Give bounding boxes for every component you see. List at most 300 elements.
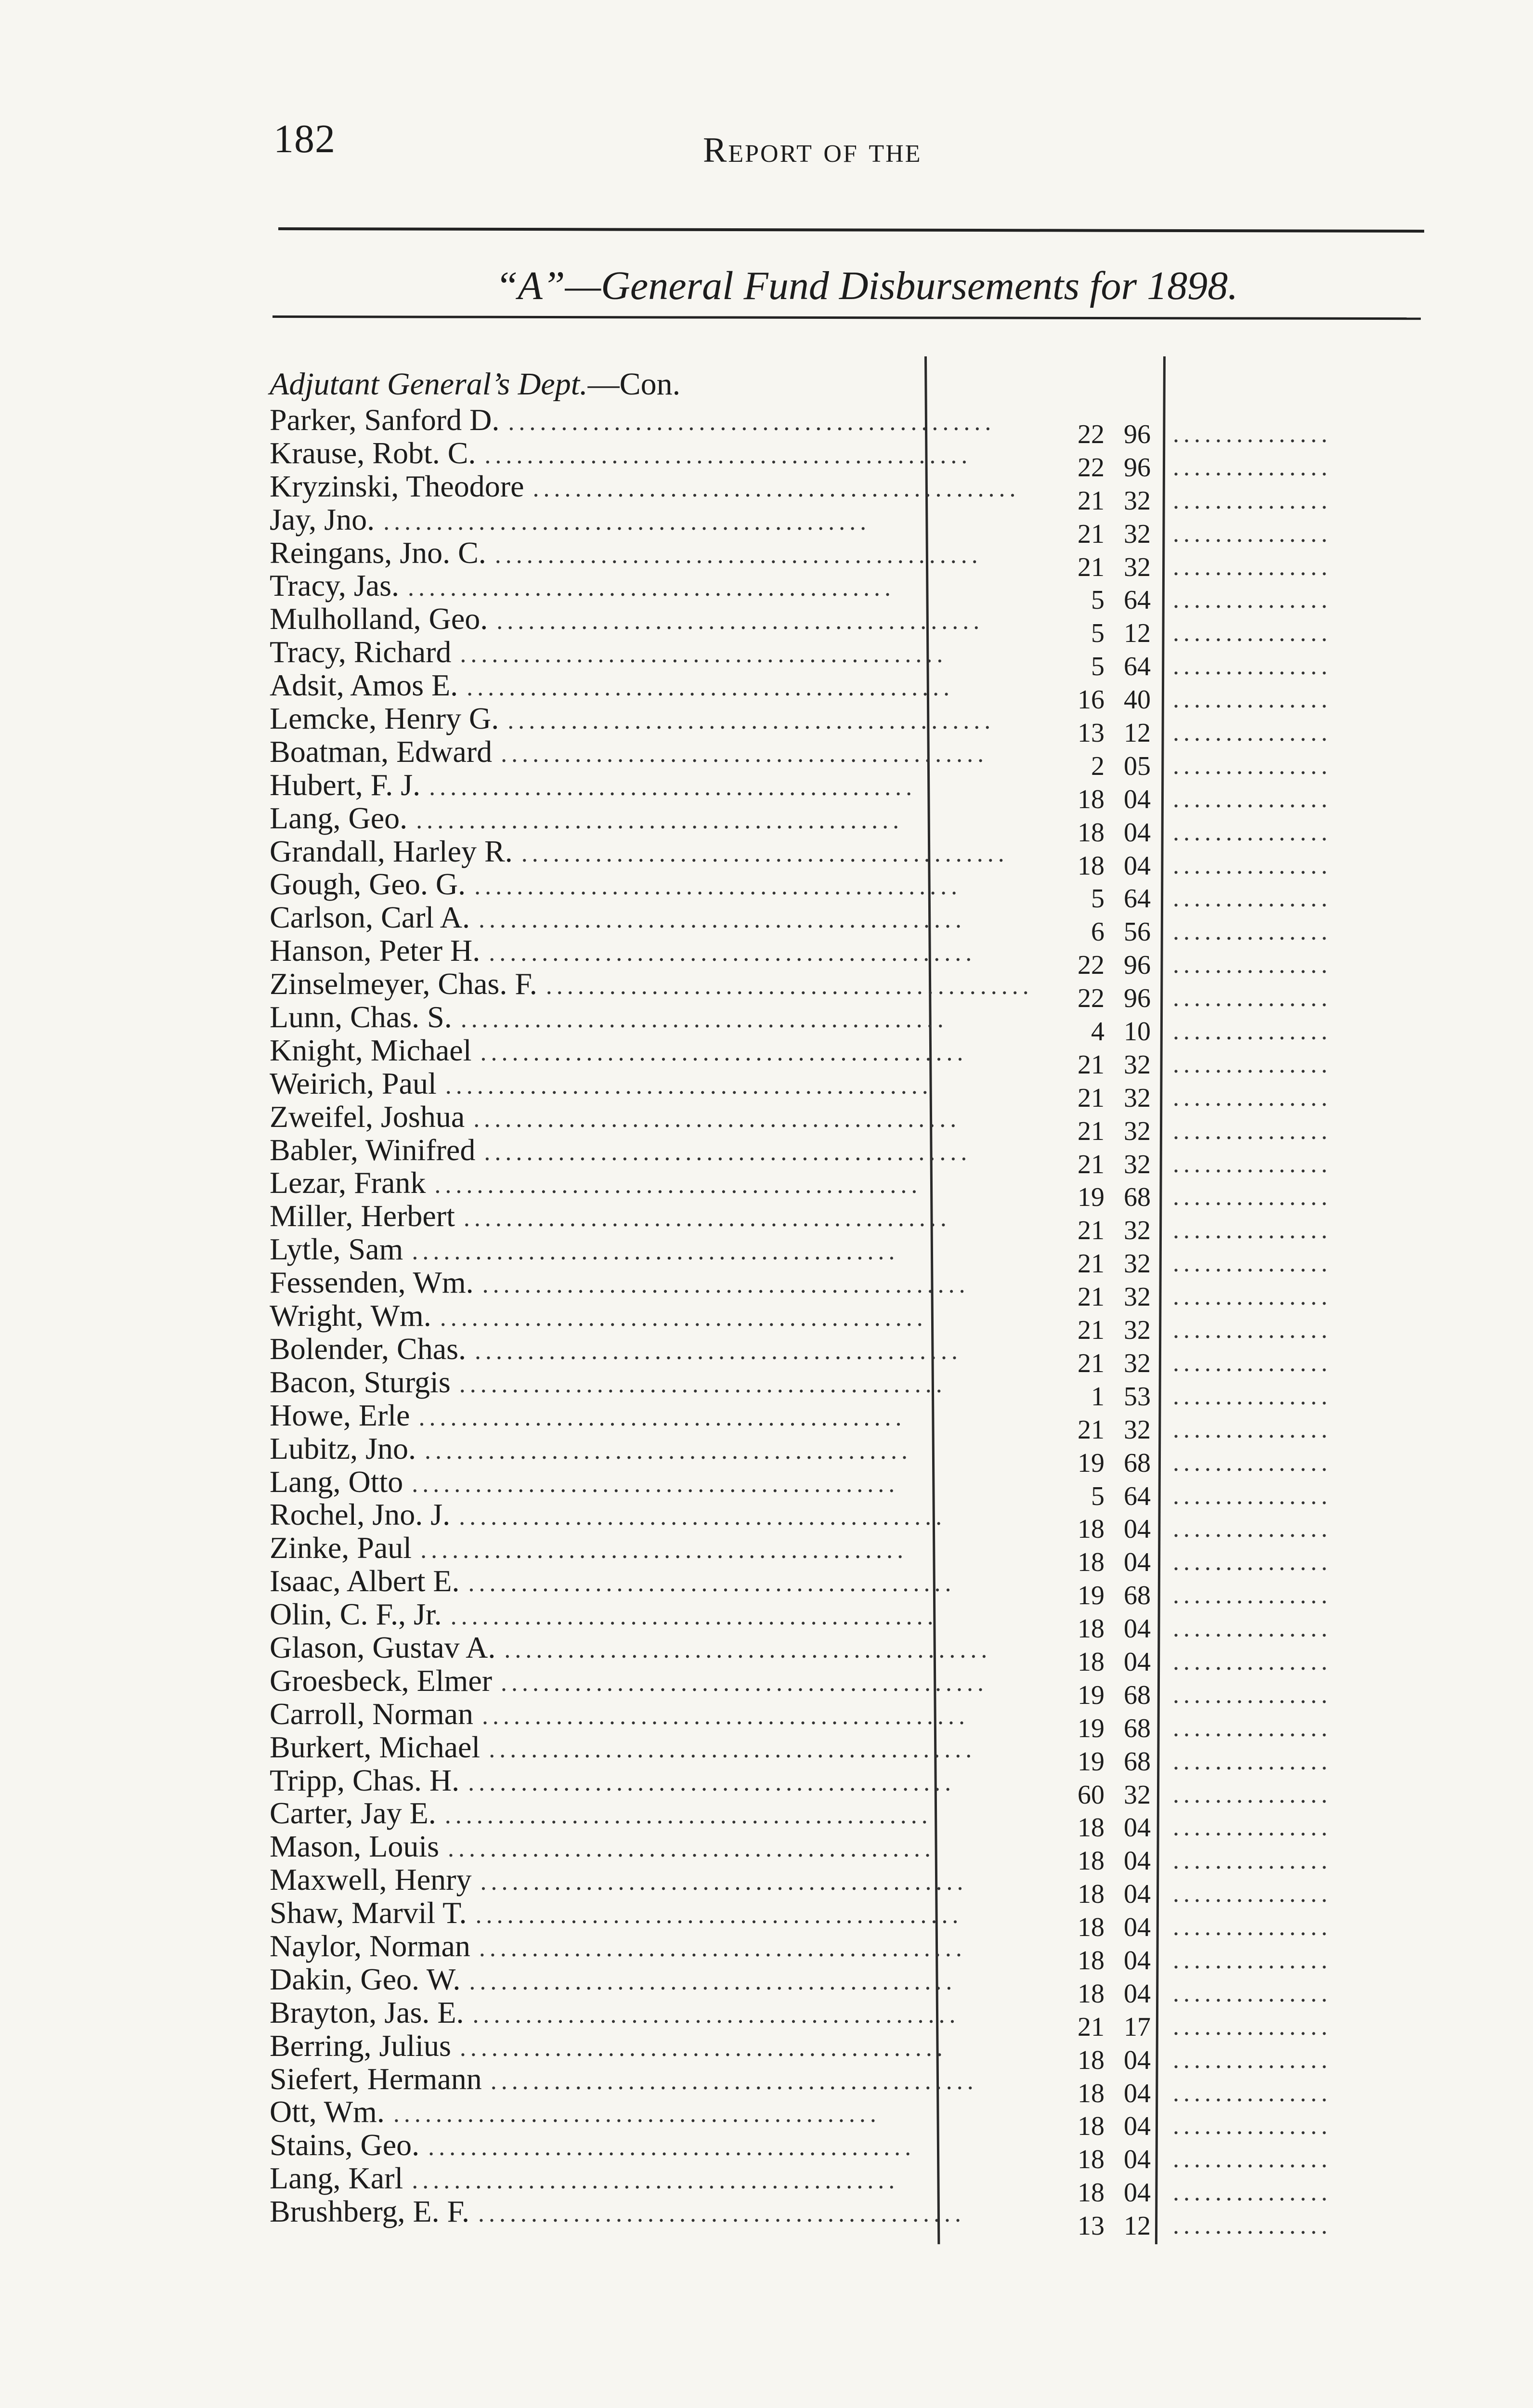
amount-cents: 04 — [1124, 1879, 1151, 1910]
amount-cell — [1006, 1546, 1151, 1579]
table-row — [270, 1199, 951, 1233]
table-row — [270, 2162, 924, 2195]
dot-leader: .............................................. — [445, 1072, 933, 1099]
dot-leader: .............................................. — [459, 1503, 947, 1531]
payee-name: Carroll, Norman — [270, 1696, 473, 1731]
table-row — [270, 2061, 978, 2096]
dot-leader: .............................................. — [501, 740, 988, 768]
amount-cell — [1006, 750, 1151, 783]
dot-leader: .............................................. — [424, 1437, 912, 1465]
amount-cell — [1006, 717, 1151, 750]
payee-name: Naylor, Norman — [270, 1928, 470, 1963]
total-cell-leader: ............... — [1173, 1050, 1332, 1078]
amount-cell — [1006, 816, 1151, 850]
table-row — [270, 435, 972, 470]
amount-cell — [1006, 1480, 1151, 1513]
dot-leader: .............................................. — [507, 707, 995, 735]
payee-name: Boatman, Edward — [270, 734, 493, 769]
amount-cell — [1006, 982, 1151, 1015]
dot-leader: .............................................. — [412, 1238, 899, 1266]
amount-cents: 32 — [1124, 1116, 1151, 1146]
amount-dollars: 21 — [1078, 552, 1104, 582]
amount-dollars: 22 — [1078, 950, 1104, 981]
amount-dollars: 5 — [1091, 652, 1104, 682]
payee-name: Reingans, Jno. C. — [270, 535, 486, 570]
table-row — [270, 867, 962, 902]
running-head: Report of the — [703, 131, 922, 170]
payee-name: Brayton, Jas. E. — [270, 1995, 464, 2029]
payee-name: Mason, Louis — [270, 1829, 439, 1864]
amount-cents: 32 — [1124, 519, 1151, 549]
total-cell-leader: ............... — [1173, 1648, 1332, 1675]
total-cell-leader: ............... — [1173, 1615, 1332, 1643]
payee-name: Miller, Herbert — [270, 1199, 455, 1233]
amount-cents: 32 — [1124, 485, 1151, 516]
amount-cell — [1006, 1745, 1151, 1779]
amount-dollars: 21 — [1078, 1149, 1104, 1179]
table-row — [270, 1630, 992, 1664]
dot-leader: .............................................. — [460, 641, 948, 668]
table-row — [270, 1132, 972, 1167]
payee-name: Jay, Jno. — [270, 502, 375, 537]
section-heading-suffix: —Con. — [587, 366, 681, 402]
column-divider-right — [1155, 356, 1166, 2244]
dot-leader: .............................................. — [450, 1603, 938, 1631]
table-row — [270, 1729, 976, 1764]
amount-cents: 04 — [1124, 1547, 1151, 1578]
amount-cents: 53 — [1124, 1381, 1151, 1412]
amount-cents: 64 — [1124, 585, 1151, 615]
section-heading — [270, 366, 680, 403]
table-row — [270, 1597, 938, 1632]
amount-cell — [1006, 551, 1151, 584]
amount-cell — [1006, 1214, 1151, 1247]
payee-name: Lang, Geo. — [270, 800, 408, 835]
amount-dollars: 18 — [1078, 851, 1104, 881]
amount-dollars: 19 — [1078, 1680, 1104, 1710]
amount-dollars: 18 — [1078, 2045, 1104, 2075]
payee-name: Wright, Wm. — [270, 1298, 431, 1333]
table-row — [270, 1066, 933, 1100]
total-cell-leader: ............... — [1173, 553, 1332, 581]
amount-dollars: 18 — [1078, 1813, 1104, 1843]
amount-cents: 04 — [1124, 2178, 1151, 2208]
payee-name: Brushberg, E. F. — [270, 2194, 470, 2229]
table-row — [270, 2095, 924, 2129]
dot-leader: .............................................. — [416, 806, 904, 834]
table-row — [270, 769, 924, 802]
dot-leader: .............................................. — [475, 1337, 962, 1365]
table-row — [270, 1763, 956, 1797]
table-row — [270, 1000, 948, 1034]
amount-cents: 32 — [1124, 552, 1151, 582]
table-row — [270, 1166, 924, 1200]
amount-cents: 12 — [1124, 2211, 1151, 2241]
dot-leader: .............................................. — [482, 1271, 970, 1299]
payee-name: Hanson, Peter H. — [270, 933, 481, 968]
amount-dollars: 2 — [1091, 751, 1104, 781]
amount-cents: 64 — [1124, 1481, 1151, 1511]
amount-cell — [1006, 916, 1151, 949]
payee-name: Bacon, Sturgis — [270, 1364, 451, 1399]
payee-name: Tripp, Chas. H. — [270, 1763, 460, 1797]
amount-cents: 04 — [1124, 1614, 1151, 1644]
amount-cents: 96 — [1124, 983, 1151, 1014]
dot-leader: .............................................. — [489, 1735, 976, 1763]
table-row — [270, 1896, 963, 1930]
amount-cell — [1006, 1579, 1151, 1612]
amount-cents: 68 — [1124, 1746, 1151, 1777]
amount-dollars: 5 — [1091, 884, 1104, 914]
amount-cents: 04 — [1124, 784, 1151, 814]
total-cell-leader: ............... — [1173, 1349, 1332, 1377]
amount-cents: 04 — [1124, 817, 1151, 848]
amount-cents: 04 — [1124, 2111, 1151, 2142]
amount-dollars: 18 — [1078, 1614, 1104, 1644]
amount-cell — [1006, 2077, 1151, 2110]
dot-leader: .............................................. — [490, 2067, 978, 2095]
dot-leader: .............................................. — [420, 1536, 908, 1564]
total-cell-leader: ............... — [1173, 1150, 1332, 1178]
dot-leader: .............................................. — [418, 1403, 906, 1431]
table-row — [270, 1466, 924, 1499]
amount-dollars: 18 — [1078, 1647, 1104, 1677]
amount-cents: 40 — [1124, 685, 1151, 715]
payee-name: Rochel, Jno. J. — [270, 1497, 451, 1532]
amount-cents: 10 — [1124, 1017, 1151, 1047]
total-cell-leader: ............... — [1173, 2212, 1332, 2240]
total-cell-leader: ............... — [1173, 818, 1332, 846]
dot-leader: .............................................. — [508, 408, 996, 436]
total-cell-leader: ............... — [1173, 1316, 1332, 1344]
amount-dollars: 5 — [1091, 585, 1104, 615]
amount-cell — [1006, 1646, 1151, 1679]
total-cell-leader: ............... — [1173, 1582, 1332, 1610]
amount-cell — [1006, 2110, 1151, 2143]
amount-dollars: 19 — [1078, 1182, 1104, 1213]
dot-leader: .............................................. — [521, 839, 1009, 867]
table-row — [270, 1497, 947, 1532]
amount-dollars: 18 — [1078, 784, 1104, 814]
table-row — [270, 1298, 927, 1333]
payee-name: Lang, Karl — [270, 2161, 403, 2196]
page-number: 182 — [273, 117, 336, 161]
payee-name: Berring, Julius — [270, 2028, 451, 2063]
dot-leader: .............................................. — [496, 607, 984, 635]
amount-dollars: 13 — [1078, 2211, 1104, 2241]
dot-leader: .............................................. — [459, 1370, 947, 1398]
table-row — [270, 2129, 924, 2162]
total-cell-leader: ............... — [1173, 1747, 1332, 1775]
amount-cell — [1006, 1314, 1151, 1347]
amount-dollars: 18 — [1078, 2078, 1104, 2108]
total-cell-leader: ............... — [1173, 885, 1332, 913]
dot-leader: .............................................. — [412, 1470, 899, 1498]
table-row — [270, 933, 976, 968]
payee-name: Isaac, Albert E. — [270, 1564, 460, 1598]
amount-cents: 04 — [1124, 1978, 1151, 2009]
payee-name: Lezar, Frank — [270, 1165, 426, 1200]
dot-leader: .............................................. — [480, 1038, 968, 1066]
table-row — [270, 2028, 947, 2063]
total-cell-leader: ............... — [1173, 619, 1332, 647]
amount-dollars: 18 — [1078, 1912, 1104, 1943]
total-cell-leader: ............... — [1173, 1250, 1332, 1278]
amount-cell — [1006, 2176, 1151, 2210]
table-row — [270, 967, 1033, 1001]
amount-cents: 68 — [1124, 1581, 1151, 1611]
amount-cents: 64 — [1124, 652, 1151, 682]
payee-name: Howe, Erle — [270, 1398, 410, 1432]
dot-leader: .............................................. — [434, 1171, 922, 1199]
amount-cell — [1006, 518, 1151, 551]
table-row — [270, 1233, 924, 1266]
amount-dollars: 13 — [1078, 718, 1104, 748]
amount-dollars: 21 — [1078, 519, 1104, 549]
total-cell-leader: ............... — [1173, 918, 1332, 946]
amount-cents: 04 — [1124, 1846, 1151, 1876]
amount-cell — [1006, 484, 1151, 518]
table-row — [270, 1564, 956, 1598]
amount-cell — [1006, 1347, 1151, 1380]
amount-cents: 32 — [1124, 1149, 1151, 1179]
amount-cell — [1006, 1977, 1151, 2011]
amount-dollars: 21 — [1078, 1414, 1104, 1445]
amount-cell — [1006, 418, 1151, 451]
amount-cell — [1006, 1247, 1151, 1281]
payee-name: Mulholland, Geo. — [270, 602, 488, 636]
payee-name: Carlson, Carl A. — [270, 900, 470, 935]
amount-dollars: 1 — [1091, 1381, 1104, 1412]
total-cell-leader: ............... — [1173, 1681, 1332, 1709]
total-cell-leader: ............... — [1173, 520, 1332, 548]
dot-leader: .............................................. — [546, 972, 1033, 1000]
total-column — [1173, 418, 1423, 2243]
amount-dollars: 21 — [1078, 485, 1104, 516]
amount-dollars: 18 — [1078, 817, 1104, 848]
total-cell-leader: ............... — [1173, 1913, 1332, 1941]
amount-cents: 68 — [1124, 1448, 1151, 1478]
payee-name: Lemcke, Henry G. — [270, 701, 499, 736]
table-row — [270, 701, 995, 736]
total-cell-leader: ............... — [1173, 1979, 1332, 2007]
amount-cell — [1006, 1380, 1151, 1413]
dot-leader: .............................................. — [489, 939, 976, 967]
amount-cents: 05 — [1124, 751, 1151, 781]
amount-cents: 04 — [1124, 1647, 1151, 1677]
amount-cell — [1006, 2143, 1151, 2176]
total-cell-leader: ............... — [1173, 486, 1332, 514]
table-row — [270, 1928, 966, 1963]
payee-name: Adsit, Amos E. — [270, 668, 458, 703]
amount-cell — [1006, 1513, 1151, 1546]
amount-cents: 96 — [1124, 950, 1151, 981]
amount-cell — [1006, 617, 1151, 650]
section-heading-italic: Adjutant General’s Dept. — [270, 366, 588, 402]
payee-name: Lunn, Chas. S. — [270, 1000, 452, 1034]
dot-leader: .............................................. — [440, 1304, 927, 1332]
total-cell-leader: ............... — [1173, 1217, 1332, 1244]
dot-leader: .............................................. — [475, 1901, 963, 1929]
amount-cents: 17 — [1124, 2012, 1151, 2042]
amount-cell — [1006, 1878, 1151, 1911]
amount-cents: 04 — [1124, 2078, 1151, 2108]
amount-cents: 68 — [1124, 1680, 1151, 1710]
dot-leader: .............................................. — [480, 1868, 968, 1896]
dot-leader: .............................................. — [412, 2167, 899, 2195]
total-cell-leader: ............... — [1173, 719, 1332, 747]
amount-dollars: 5 — [1091, 1481, 1104, 1511]
amount-dollars: 18 — [1078, 2111, 1104, 2142]
total-cell-leader: ............... — [1173, 1283, 1332, 1311]
amount-dollars: 21 — [1078, 1049, 1104, 1080]
amount-dollars: 19 — [1078, 1746, 1104, 1777]
dot-leader: .............................................. — [448, 1835, 935, 1863]
payee-name: Knight, Michael — [270, 1033, 472, 1067]
payee-name: Siefert, Hermann — [270, 2061, 482, 2096]
amount-cents: 04 — [1124, 1514, 1151, 1544]
amount-cents: 32 — [1124, 1780, 1151, 1810]
amount-cents: 32 — [1124, 1348, 1151, 1378]
amount-dollars: 21 — [1078, 1348, 1104, 1378]
amount-cell — [1006, 882, 1151, 916]
amount-dollars: 6 — [1091, 917, 1104, 947]
amount-cents: 32 — [1124, 1249, 1151, 1279]
total-cell-leader: ............... — [1173, 420, 1332, 448]
total-cell-leader: ............... — [1173, 2079, 1332, 2107]
amount-cell — [1006, 1015, 1151, 1048]
amount-cell — [1006, 584, 1151, 617]
payee-name: Fessenden, Wm. — [270, 1265, 474, 1300]
total-cell-leader: ............... — [1173, 1946, 1332, 1974]
amount-cents: 04 — [1124, 1945, 1151, 1976]
dot-leader: .............................................. — [494, 541, 982, 569]
total-cell-leader: ............... — [1173, 785, 1332, 813]
dot-leader: .............................................. — [473, 1105, 961, 1133]
table-row — [270, 403, 996, 437]
table-row — [270, 1995, 960, 2029]
amount-dollars: 21 — [1078, 2012, 1104, 2042]
amount-dollars: 21 — [1078, 1315, 1104, 1346]
amount-cell — [1006, 683, 1151, 717]
amount-cents: 68 — [1124, 1713, 1151, 1743]
amount-dollars: 16 — [1078, 685, 1104, 715]
amount-cell — [1006, 2210, 1151, 2243]
table-row — [270, 635, 948, 669]
total-cell-leader: ............... — [1173, 951, 1332, 979]
amount-dollars: 5 — [1091, 618, 1104, 649]
dot-leader: .............................................. — [468, 1570, 956, 1597]
total-cell-leader: ............... — [1173, 1482, 1332, 1510]
total-cell-leader: ............... — [1173, 1780, 1332, 1808]
total-cell-leader: ............... — [1173, 1548, 1332, 1576]
total-cell-leader: ............... — [1173, 653, 1332, 681]
payee-name: Zinselmeyer, Chas. F. — [270, 967, 537, 1001]
amount-cents: 32 — [1124, 1083, 1151, 1113]
amount-cents: 32 — [1124, 1315, 1151, 1346]
table-row — [270, 1796, 932, 1831]
amount-cell — [1006, 1779, 1151, 1812]
payee-name: Dakin, Geo. W. — [270, 1962, 461, 1996]
payee-name: Babler, Winifred — [270, 1132, 476, 1167]
total-cell-leader: ............... — [1173, 1084, 1332, 1112]
total-cell-leader: ............... — [1173, 1714, 1332, 1742]
dot-leader: .............................................. — [484, 441, 972, 469]
dot-leader: .............................................. — [459, 2034, 947, 2062]
payee-name: Zinke, Paul — [270, 1531, 412, 1565]
dot-leader: .............................................. — [468, 1768, 956, 1796]
table-row — [270, 469, 1020, 503]
dot-leader: .............................................. — [474, 873, 962, 901]
amount-cents: 04 — [1124, 1912, 1151, 1943]
amount-dollars: 21 — [1078, 1282, 1104, 1312]
table-title: “A”—General Fund Disbursements for 1898. — [495, 263, 1238, 308]
dot-leader: .............................................. — [478, 2200, 966, 2228]
dot-leader: .............................................. — [501, 1669, 988, 1697]
table-row — [270, 734, 988, 769]
payee-name: Parker, Sanford D. — [270, 403, 500, 437]
amount-dollars: 22 — [1078, 419, 1104, 449]
amount-dollars: 18 — [1078, 1978, 1104, 2009]
table-row — [270, 834, 1009, 868]
amount-cell — [1006, 783, 1151, 816]
amount-cents: 64 — [1124, 884, 1151, 914]
total-cell-leader: ............... — [1173, 1515, 1332, 1543]
dot-leader: .............................................. — [478, 906, 966, 934]
payee-name: Krause, Robt. C. — [270, 435, 476, 470]
total-cell-leader: ............... — [1173, 1880, 1332, 1908]
amount-dollars: 18 — [1078, 1879, 1104, 1910]
table-row — [270, 1033, 968, 1067]
amount-cents: 04 — [1124, 1813, 1151, 1843]
total-cell-leader: ............... — [1173, 1382, 1332, 1410]
dot-leader: .............................................. — [428, 2133, 916, 2161]
table-row — [270, 1962, 957, 1996]
amount-cell — [1006, 949, 1151, 982]
table-row — [270, 1331, 962, 1366]
payee-name: Groesbeck, Elmer — [270, 1663, 493, 1698]
amount-cell — [1006, 650, 1151, 683]
table-row — [270, 569, 924, 602]
dot-leader: .............................................. — [429, 773, 917, 801]
amount-dollars: 4 — [1091, 1017, 1104, 1047]
amount-cell — [1006, 2044, 1151, 2077]
payee-name: Lytle, Sam — [270, 1232, 403, 1267]
amount-cell — [1006, 1281, 1151, 1314]
payee-name-column — [270, 403, 1033, 2229]
payee-name: Olin, C. F., Jr. — [270, 1597, 442, 1632]
table-row — [270, 1663, 988, 1698]
table-row — [270, 503, 924, 537]
dot-leader: .............................................. — [444, 1802, 932, 1830]
dot-leader: .............................................. — [393, 2100, 881, 2128]
total-cell-leader: ............... — [1173, 752, 1332, 780]
amount-cents: 04 — [1124, 851, 1151, 881]
amount-dollars: 18 — [1078, 2178, 1104, 2208]
payee-name: Hubert, F. J. — [270, 767, 421, 802]
payee-name: Lubitz, Jno. — [270, 1431, 416, 1466]
payee-name: Gough, Geo. G. — [270, 867, 466, 902]
amount-dollars: 22 — [1078, 452, 1104, 483]
amount-cell — [1006, 1413, 1151, 1447]
dot-leader: .............................................. — [383, 508, 871, 536]
payee-name: Grandall, Harley R. — [270, 834, 513, 868]
payee-name: Tracy, Richard — [270, 635, 452, 669]
table-row — [270, 1099, 961, 1134]
total-cell-leader: ............... — [1173, 2112, 1332, 2140]
amount-cell — [1006, 1148, 1151, 1181]
total-cell-leader: ............... — [1173, 1018, 1332, 1046]
